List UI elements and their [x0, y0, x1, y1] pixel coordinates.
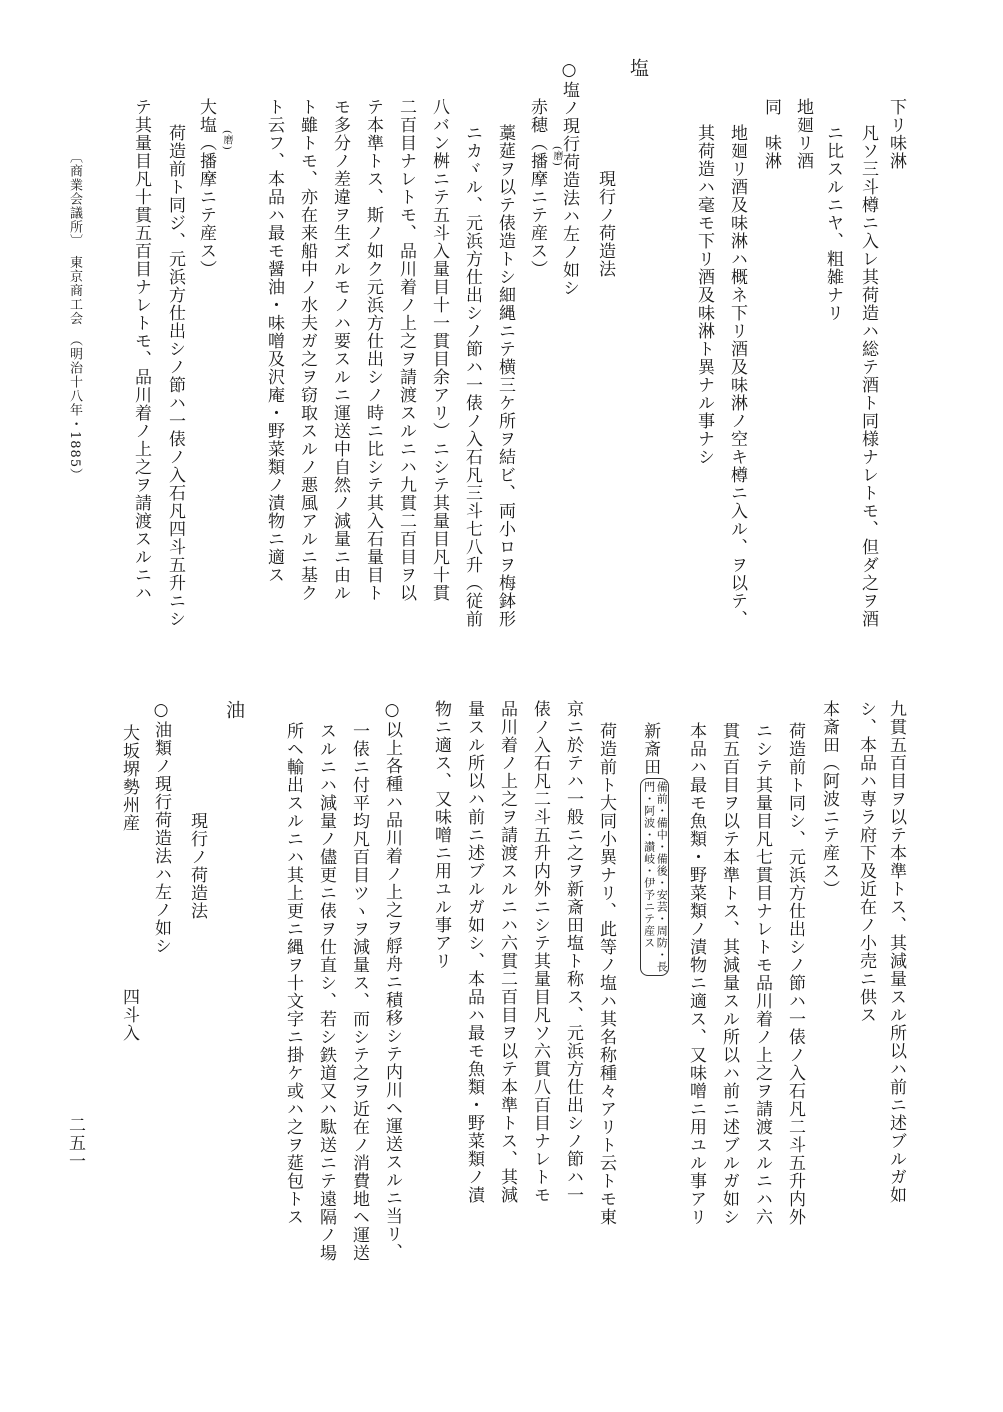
text-column: 九貫五百目ヲ以テ本準トス、其減量スル所以ハ前ニ述ブルガ如 — [886, 700, 906, 1204]
item-heading-shinsaida — [640, 722, 669, 978]
text-column: ト云フ、本品ハ最モ醤油・味噌及沢庵・野菜類ノ漬物ニ適ス — [264, 98, 284, 584]
text-column: ○油類ノ現行荷造法ハ左ノ如シ — [151, 700, 171, 955]
text-column: スルニハ減量ノ儘更ニ俵ヲ仕直シ、若シ鉄道又ハ駄送ニテ遠隔ノ場 — [316, 722, 336, 1262]
text-column: 地廻リ酒 — [793, 98, 813, 170]
text-column: 荷造前ト同シ、元浜方仕出シノ節ハ一俵ノ入石凡二斗五升内外 — [785, 722, 805, 1226]
item-heading: 赤穂（播摩ニテ産ス） — [527, 98, 547, 278]
text-column: 荷造前ト大同小異ナリ、此等ノ塩ハ其名称種々アリト云トモ東 — [596, 722, 616, 1226]
text-column: 一俵ニ付平均凡百目ツヽヲ減量ス、而シテ之ヲ近在ノ消費地ヘ運送 — [349, 722, 369, 1262]
text-column: 同 味淋 — [761, 98, 781, 170]
subsection-heading: 現行ノ荷造法 — [187, 812, 207, 920]
text-column: ニ比スルニヤ、粗雑ナリ — [823, 124, 843, 322]
text-column: シ、本品ハ専ラ府下及近在ノ小売ニ供ス — [856, 700, 876, 1024]
text-column: テ本準トス、斯ノ如ク元浜方仕出シノ時ニ比シテ其入石量目ト — [363, 98, 383, 602]
text-column: ○以上各種ハ品川着ノ上之ヲ艀舟ニ積移シテ内川ヘ運送スルニ当リ、 — [382, 700, 402, 1261]
text-column: モ多分ノ差違ヲ生ズルモノハ要スルニ運送中自然ノ減量ニ由ル — [330, 98, 350, 602]
province-line: 備前・備中・備後・安芸・周防・長 — [655, 781, 669, 973]
source-citation: 〔商業会議所〕 東京商工会 （明治十八年・1885） — [67, 150, 82, 483]
item-name: 新斎田 — [640, 722, 661, 776]
text-column: 二百目ナレトモ、品川着ノ上之ヲ請渡スルニハ九貫二百目ヲ以 — [396, 98, 416, 602]
text-column: 貫五百目ヲ以テ本準トス、其減量スル所以ハ前ニ述ブルガ如シ — [719, 722, 739, 1226]
text-column: ○塩ノ現行荷造法ハ左ノ如シ — [559, 60, 579, 297]
item-heading: 大坂堺勢州産 — [119, 724, 139, 832]
text-column: 地廻リ酒及味淋ハ概ネ下リ酒及味淋ノ空キ樽ニ入ル、ヲ以テ、 — [727, 124, 747, 628]
text-column: 俵ノ入石凡二斗五升内外ニシテ其量目凡ソ六貫八百目ナレトモ — [530, 700, 550, 1204]
capacity-label: 四斗入 — [119, 988, 139, 1042]
section-heading-oil: 油 — [223, 700, 245, 720]
text-column: 荷造前ト同ジ、元浜方仕出シノ節ハ一俵ノ入石凡四斗五升ニシ — [165, 124, 185, 628]
province-line: 門・阿波・讃岐・伊予ニテ産ス — [642, 781, 656, 949]
section-heading-salt: 塩 — [627, 58, 649, 78]
text-column: 品川着ノ上之ヲ請渡スルニハ六貫二百目ヲ以テ本準トス、其減 — [497, 700, 517, 1204]
text-column: 下リ味淋 — [886, 98, 906, 170]
origin-provinces — [640, 778, 669, 976]
text-column: 京ニ於テハ一般ニ之ヲ新斎田塩ト称ス、元浜方仕出シノ節ハ一 — [563, 700, 583, 1204]
text-column: 藁莚ヲ以テ俵造トシ細縄ニテ横三ケ所ヲ結ビ、両小ロヲ梅鉢形 — [495, 124, 515, 628]
text-column: 量スル所以ハ前ニ述ブルガ如シ、本品ハ最モ魚類・野菜類ノ漬 — [464, 700, 484, 1204]
text-column: 本品ハ最モ魚類・野菜類ノ漬物ニ適ス、又味噌ニ用ユル事アリ — [686, 722, 706, 1226]
text-column: 物ニ適ス、又味噌ニ用ユル事アリ — [431, 700, 451, 970]
text-column: テ其量目凡十貫五百目ナレトモ、品川着ノ上之ヲ請渡スルニハ — [131, 98, 151, 602]
text-column: 凡ソ三斗樽ニ入レ其荷造ハ総テ酒ト同様ナレトモ、但ダ之ヲ酒 — [858, 124, 878, 628]
item-heading: 本斎田（阿波ニテ産ス） — [819, 700, 839, 898]
text-column: 八バン桝ニテ五斗入量目十一貫目余アリ）ニシテ其量目凡十貫 — [429, 98, 449, 602]
text-column: 其荷造ハ毫モ下リ酒及味淋ト異ナル事ナシ — [694, 124, 714, 466]
item-heading: 大塩（播摩ニテ産ス） — [196, 98, 216, 278]
ruby-annotation: (磨) — [221, 130, 232, 151]
text-column: 所ヘ輸出スルニハ其上更ニ縄ヲ十文字ニ掛ケ或ハ之ヲ莚包トス — [283, 722, 303, 1226]
text-column: ニシテ其量目凡七貫目ナレトモ品川着ノ上之ヲ請渡スルニハ六 — [752, 722, 772, 1226]
text-column: ニカヾル、元浜方仕出シノ節ハ一俵ノ入石凡三斗七八升（従前 — [462, 124, 482, 628]
text-column: ト雖トモ、亦在来船中ノ水夫ガ之ヲ窃取スルノ悪風アルニ基ク — [297, 98, 317, 602]
subsection-heading: 現行ノ荷造法 — [595, 170, 615, 278]
ruby-annotation: (磨) — [551, 146, 562, 167]
page-number: 二五一 — [65, 1116, 85, 1170]
